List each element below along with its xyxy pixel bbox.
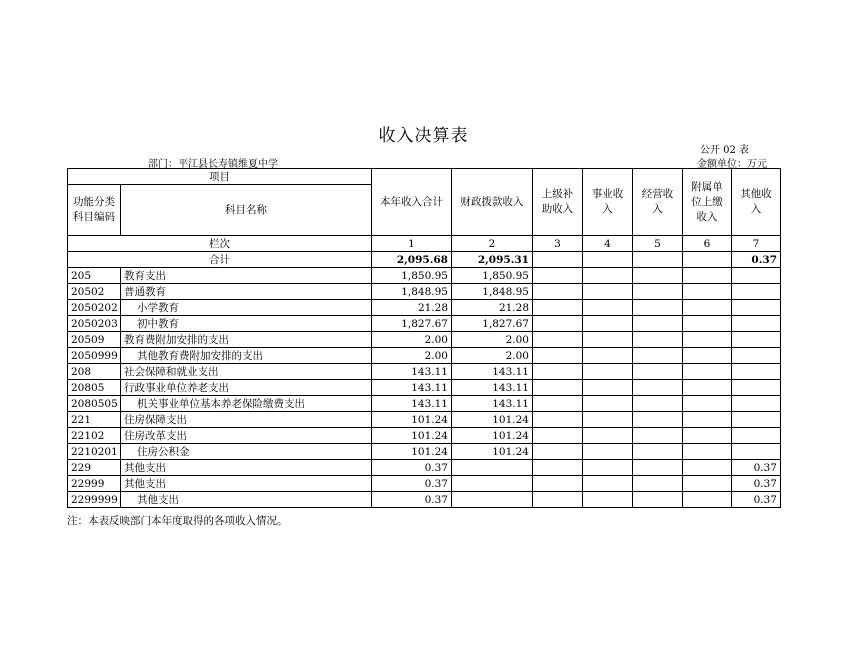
row-name: 机关事业单位基本养老保险缴费支出 [121, 396, 372, 412]
row-total: 101.24 [372, 428, 452, 444]
row-fiscal: 143.11 [452, 364, 533, 380]
row-total: 143.11 [372, 396, 452, 412]
row-name: 住房改革支出 [121, 428, 372, 444]
table-row [68, 364, 781, 380]
row-business [583, 444, 633, 460]
header-subsidy: 上级补助收入 [533, 169, 583, 236]
row-fiscal: 2.00 [452, 348, 533, 364]
row-affiliated [683, 284, 732, 300]
row-total: 1,850.95 [372, 268, 452, 284]
row-fiscal: 101.24 [452, 444, 533, 460]
row-business [583, 492, 633, 508]
row-other [732, 348, 781, 364]
row-fiscal: 101.24 [452, 412, 533, 428]
row-fiscal: 1,850.95 [452, 268, 533, 284]
row-operating [633, 428, 683, 444]
row-business [583, 460, 633, 476]
row-name: 其他教育费附加安排的支出 [121, 348, 372, 364]
table-row [68, 300, 781, 316]
row-business [583, 348, 633, 364]
row-operating [633, 492, 683, 508]
row-other [732, 284, 781, 300]
row-subsidy [533, 412, 583, 428]
row-code: 2050202 [68, 300, 121, 316]
row-operating [633, 316, 683, 332]
row-other: 0.37 [732, 460, 781, 476]
row-total: 2.00 [372, 348, 452, 364]
row-total: 143.11 [372, 364, 452, 380]
row-other [732, 300, 781, 316]
row-name: 小学教育 [121, 300, 372, 316]
data-rows [68, 268, 781, 508]
row-fiscal: 1,827.67 [452, 316, 533, 332]
column-number: 7 [732, 236, 781, 252]
row-subsidy [533, 284, 583, 300]
header-operating: 经营收入 [633, 169, 683, 236]
row-affiliated [683, 348, 732, 364]
row-affiliated [683, 364, 732, 380]
row-name: 普通教育 [121, 284, 372, 300]
row-business [583, 316, 633, 332]
header-total: 本年收入合计 [372, 169, 452, 236]
column-number: 6 [683, 236, 732, 252]
row-code: 22999 [68, 476, 121, 492]
row-business [583, 284, 633, 300]
total-other: 0.37 [732, 252, 781, 268]
row-code: 20509 [68, 332, 121, 348]
total-affiliated [683, 252, 732, 268]
row-total: 0.37 [372, 492, 452, 508]
row-affiliated [683, 300, 732, 316]
table-row [68, 412, 781, 428]
row-name: 社会保障和就业支出 [121, 364, 372, 380]
row-fiscal [452, 476, 533, 492]
row-code: 229 [68, 460, 121, 476]
total-amount: 2,095.68 [372, 252, 452, 268]
row-business [583, 476, 633, 492]
row-code: 208 [68, 364, 121, 380]
row-subsidy [533, 476, 583, 492]
row-total: 0.37 [372, 476, 452, 492]
row-other [732, 444, 781, 460]
row-total: 2.00 [372, 332, 452, 348]
table-row [68, 348, 781, 364]
row-operating [633, 476, 683, 492]
row-other [732, 364, 781, 380]
row-total: 1,827.67 [372, 316, 452, 332]
row-affiliated [683, 412, 732, 428]
row-other [732, 412, 781, 428]
row-subsidy [533, 316, 583, 332]
table-row [68, 492, 781, 508]
header-row-project [68, 169, 781, 185]
row-code: 20805 [68, 380, 121, 396]
row-affiliated [683, 492, 732, 508]
row-total: 21.28 [372, 300, 452, 316]
row-code: 2210201 [68, 444, 121, 460]
column-number: 4 [583, 236, 633, 252]
row-affiliated [683, 444, 732, 460]
row-operating [633, 380, 683, 396]
row-name: 其他支出 [121, 492, 372, 508]
header-name: 科目名称 [121, 185, 372, 236]
row-affiliated [683, 460, 732, 476]
row-fiscal: 2.00 [452, 332, 533, 348]
table-row [68, 428, 781, 444]
header-project: 项目 [68, 169, 372, 185]
row-code: 22102 [68, 428, 121, 444]
row-fiscal: 21.28 [452, 300, 533, 316]
row-code: 205 [68, 268, 121, 284]
row-name: 住房保障支出 [121, 412, 372, 428]
row-other: 0.37 [732, 492, 781, 508]
row-fiscal: 1,848.95 [452, 284, 533, 300]
row-subsidy [533, 348, 583, 364]
column-number: 3 [533, 236, 583, 252]
row-business [583, 412, 633, 428]
row-fiscal: 143.11 [452, 396, 533, 412]
total-business [583, 252, 633, 268]
total-row [68, 252, 781, 268]
row-business [583, 300, 633, 316]
row-other: 0.37 [732, 476, 781, 492]
row-total: 101.24 [372, 444, 452, 460]
row-other [732, 316, 781, 332]
table-row [68, 332, 781, 348]
header-other: 其他收入 [732, 169, 781, 236]
header-business: 事业收入 [583, 169, 633, 236]
row-other [732, 428, 781, 444]
row-code: 2050203 [68, 316, 121, 332]
row-name: 教育支出 [121, 268, 372, 284]
row-other [732, 268, 781, 284]
row-subsidy [533, 364, 583, 380]
row-operating [633, 364, 683, 380]
column-number: 2 [452, 236, 533, 252]
row-fiscal: 143.11 [452, 380, 533, 396]
row-business [583, 268, 633, 284]
row-subsidy [533, 268, 583, 284]
row-subsidy [533, 396, 583, 412]
header-code: 功能分类科目编码 [68, 185, 121, 236]
row-subsidy [533, 444, 583, 460]
row-name: 住房公积金 [121, 444, 372, 460]
table-row [68, 284, 781, 300]
income-statement-table [67, 168, 781, 508]
column-number: 5 [633, 236, 683, 252]
row-other [732, 380, 781, 396]
column-number-row [68, 236, 781, 252]
row-fiscal [452, 460, 533, 476]
row-code: 2050999 [68, 348, 121, 364]
row-affiliated [683, 380, 732, 396]
row-total: 101.24 [372, 412, 452, 428]
table-row [68, 268, 781, 284]
row-name: 其他支出 [121, 476, 372, 492]
row-total: 0.37 [372, 460, 452, 476]
row-subsidy [533, 428, 583, 444]
row-operating [633, 412, 683, 428]
table-row [68, 380, 781, 396]
row-fiscal: 101.24 [452, 428, 533, 444]
row-affiliated [683, 316, 732, 332]
footnote: 注：本表反映部门本年度取得的各项收入情况。 [67, 515, 288, 527]
row-operating [633, 332, 683, 348]
row-operating [633, 348, 683, 364]
column-number: 1 [372, 236, 452, 252]
row-business [583, 380, 633, 396]
row-fiscal [452, 492, 533, 508]
row-other [732, 396, 781, 412]
row-subsidy [533, 332, 583, 348]
row-name: 行政事业单位养老支出 [121, 380, 372, 396]
row-subsidy [533, 300, 583, 316]
row-subsidy [533, 380, 583, 396]
table-row [68, 444, 781, 460]
total-subsidy [533, 252, 583, 268]
row-code: 2299999 [68, 492, 121, 508]
row-code: 2080505 [68, 396, 121, 412]
row-affiliated [683, 396, 732, 412]
row-operating [633, 300, 683, 316]
total-fiscal: 2,095.31 [452, 252, 533, 268]
row-affiliated [683, 428, 732, 444]
row-operating [633, 268, 683, 284]
row-business [583, 396, 633, 412]
row-code: 221 [68, 412, 121, 428]
department-label: 部门：平江县长寿镇维夏中学 [148, 159, 278, 170]
form-number: 公开 02 表 [699, 145, 749, 156]
row-operating [633, 444, 683, 460]
row-affiliated [683, 476, 732, 492]
row-business [583, 332, 633, 348]
row-subsidy [533, 460, 583, 476]
row-subsidy [533, 492, 583, 508]
report-title: 收入决算表 [378, 126, 469, 146]
total-operating [633, 252, 683, 268]
row-operating [633, 284, 683, 300]
row-affiliated [683, 268, 732, 284]
table-row [68, 476, 781, 492]
amount-unit-label: 金额单位：万元 [697, 159, 767, 170]
row-code: 20502 [68, 284, 121, 300]
row-other [732, 332, 781, 348]
header-affiliated: 附属单位上缴收入 [683, 169, 732, 236]
row-affiliated [683, 332, 732, 348]
row-name: 教育费附加安排的支出 [121, 332, 372, 348]
table-row [68, 460, 781, 476]
row-operating [633, 396, 683, 412]
column-number-label: 栏次 [68, 236, 372, 252]
table-row [68, 396, 781, 412]
row-total: 143.11 [372, 380, 452, 396]
header-fiscal: 财政拨款收入 [452, 169, 533, 236]
row-total: 1,848.95 [372, 284, 452, 300]
table-row [68, 316, 781, 332]
row-name: 其他支出 [121, 460, 372, 476]
row-business [583, 364, 633, 380]
row-operating [633, 460, 683, 476]
row-name: 初中教育 [121, 316, 372, 332]
total-label: 合计 [68, 252, 372, 268]
row-business [583, 428, 633, 444]
